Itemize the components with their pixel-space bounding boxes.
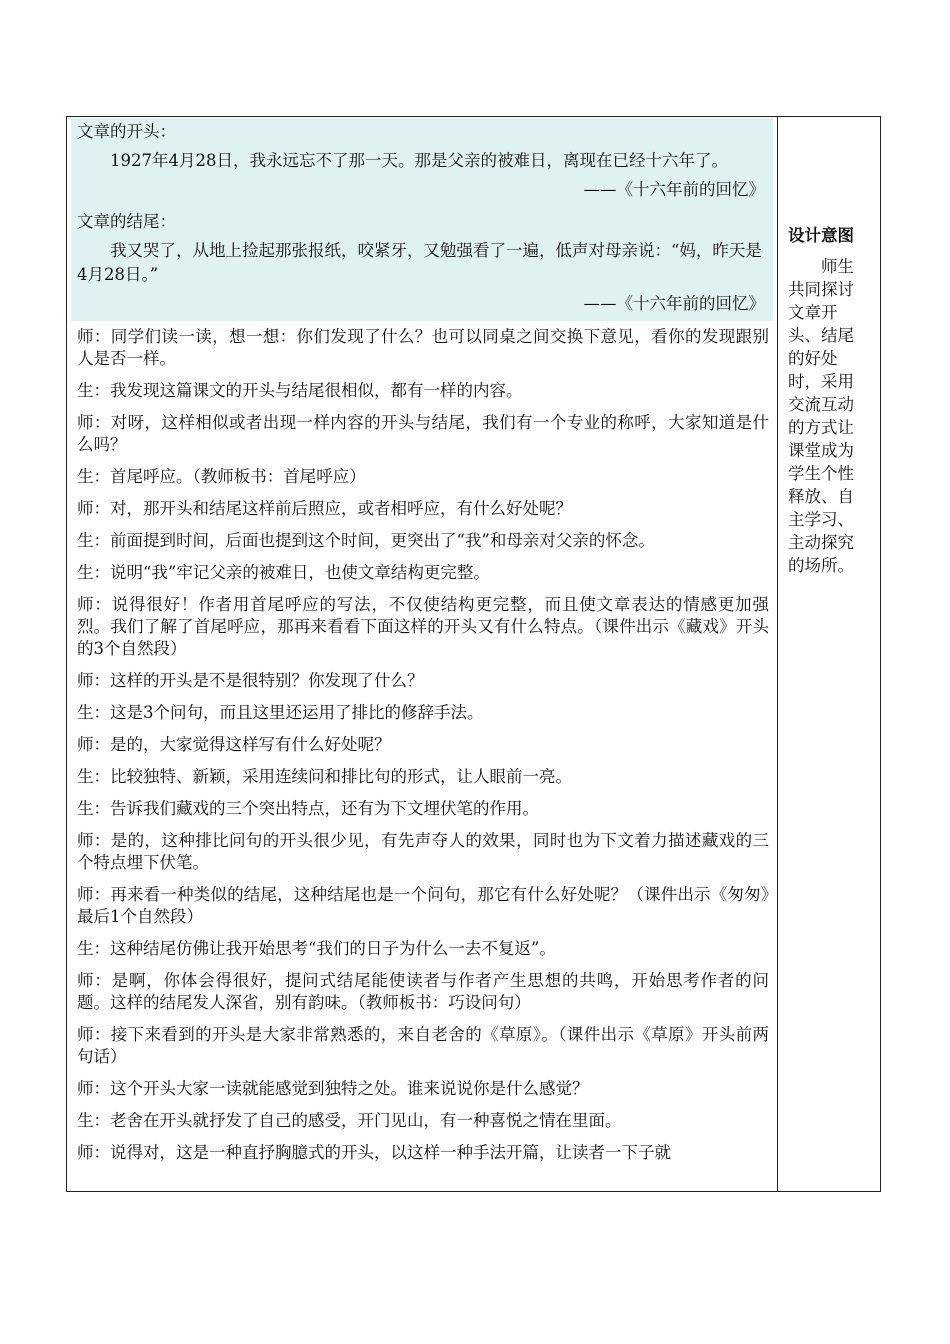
dialogue-list <box>67 321 777 1169</box>
dialogue-line: 师：同学们读一读，想一想：你们发现了什么？也可以同桌之间交换下意见，看你的发现跟别人是否一样。 <box>77 327 769 368</box>
design-intent-title: 设计意图 <box>788 226 854 245</box>
dialogue-line: 生：这种结尾仿佛让我开始思考“我们的日子为什么一去不复返”。 <box>77 939 556 958</box>
dialogue-line: 师：这个开头大家一读就能感觉到独特之处。谁来说说你是什么感觉？ <box>77 1079 589 1098</box>
lesson-plan-table <box>66 116 881 1192</box>
opening-quote: 1927年4月28日，我永远忘不了那一天。那是父亲的被难日，离现在已经十六年了。 <box>110 151 728 170</box>
dialogue-line: 生：首尾呼应。（教师板书：首尾呼应） <box>77 467 366 486</box>
dialogue-line: 生：前面提到时间，后面也提到这个时间，更突出了“我”和母亲对父亲的怀念。 <box>77 531 655 550</box>
dialogue-line: 师：是的，这种排比问句的开头很少见，有先声夺人的效果，同时也为下文着力描述藏戏的三个特点埋下伏笔。 <box>77 831 769 872</box>
dialogue-line: 师：说得很好！作者用首尾呼应的写法，不仅使结构更完整，而且使文章表达的情感更加强烈。我们了解了首尾呼应，那再来看看下面这样的开头又有什么特点。（课件出示《藏戏》开头的3个自然段） <box>77 595 769 658</box>
ending-source: ——《十六年前的回忆》 <box>583 294 765 313</box>
dialogue-line: 生：我发现这篇课文的开头与结尾很相似，都有一样的内容。 <box>77 381 523 400</box>
dialogue-line: 师：再来看一种类似的结尾，这种结尾也是一个问句，那它有什么好处呢？（课件出示《匆匆》最后1个自然段） <box>77 885 769 926</box>
dialogue-line: 生：这是3个问句，而且这里还运用了排比的修辞手法。 <box>77 703 484 722</box>
dialogue-line: 师：说得对，这是一种直抒胸臆式的开头，以这样一种手法开篇，让读者一下子就 <box>77 1143 671 1162</box>
dialogue-line: 师：接下来看到的开头是大家非常熟悉的，来自老舍的《草原》。（课件出示《草原》开头前两句话） <box>77 1025 769 1066</box>
ending-heading: 文章的结尾： <box>77 212 176 231</box>
opening-heading: 文章的开头： <box>77 122 176 141</box>
dialogue-line: 师：对呀，这样相似或者出现一样内容的开头与结尾，我们有一个专业的称呼，大家知道是什么吗？ <box>77 413 769 454</box>
opening-source: ——《十六年前的回忆》 <box>583 180 765 199</box>
design-intent-text: 师生共同探讨文章开头、结尾的好处时，采用交流互动的方式让课堂成为学生个性释放、自主学习、主动探究的场所。 <box>788 257 854 575</box>
dialogue-line: 生：说明“我”牢记父亲的被难日，也使文章结构更完整。 <box>77 563 490 582</box>
dialogue-line: 师：是啊，你体会得很好，提问式结尾能使读者与作者产生思想的共鸣，开始思考作者的问题。这样的结尾发人深省，别有韵味。（教师板书：巧设问句） <box>77 971 769 1012</box>
design-intent-column <box>778 117 880 1191</box>
dialogue-line: 师：这样的开头是不是很特别？你发现了什么？ <box>77 671 424 690</box>
quote-box <box>71 118 773 321</box>
dialogue-line: 生：比较独特、新颖，采用连续问和排比句的形式，让人眼前一亮。 <box>77 767 572 786</box>
dialogue-line: 师：是的，大家觉得这样写有什么好处呢？ <box>77 735 391 754</box>
dialogue-line: 生：告诉我们藏戏的三个突出特点，还有为下文埋伏笔的作用。 <box>77 799 539 818</box>
ending-quote: 我又哭了，从地上捡起那张报纸，咬紧牙，又勉强看了一遍，低声对母亲说：“妈，昨天是4月28日。” <box>77 241 762 284</box>
dialogue-line: 师：对，那开头和结尾这样前后照应，或者相呼应，有什么好处呢？ <box>77 499 572 518</box>
teaching-process-column <box>67 117 777 1191</box>
dialogue-line: 生：老舍在开头就抒发了自己的感受，开门见山，有一种喜悦之情在里面。 <box>77 1111 622 1130</box>
